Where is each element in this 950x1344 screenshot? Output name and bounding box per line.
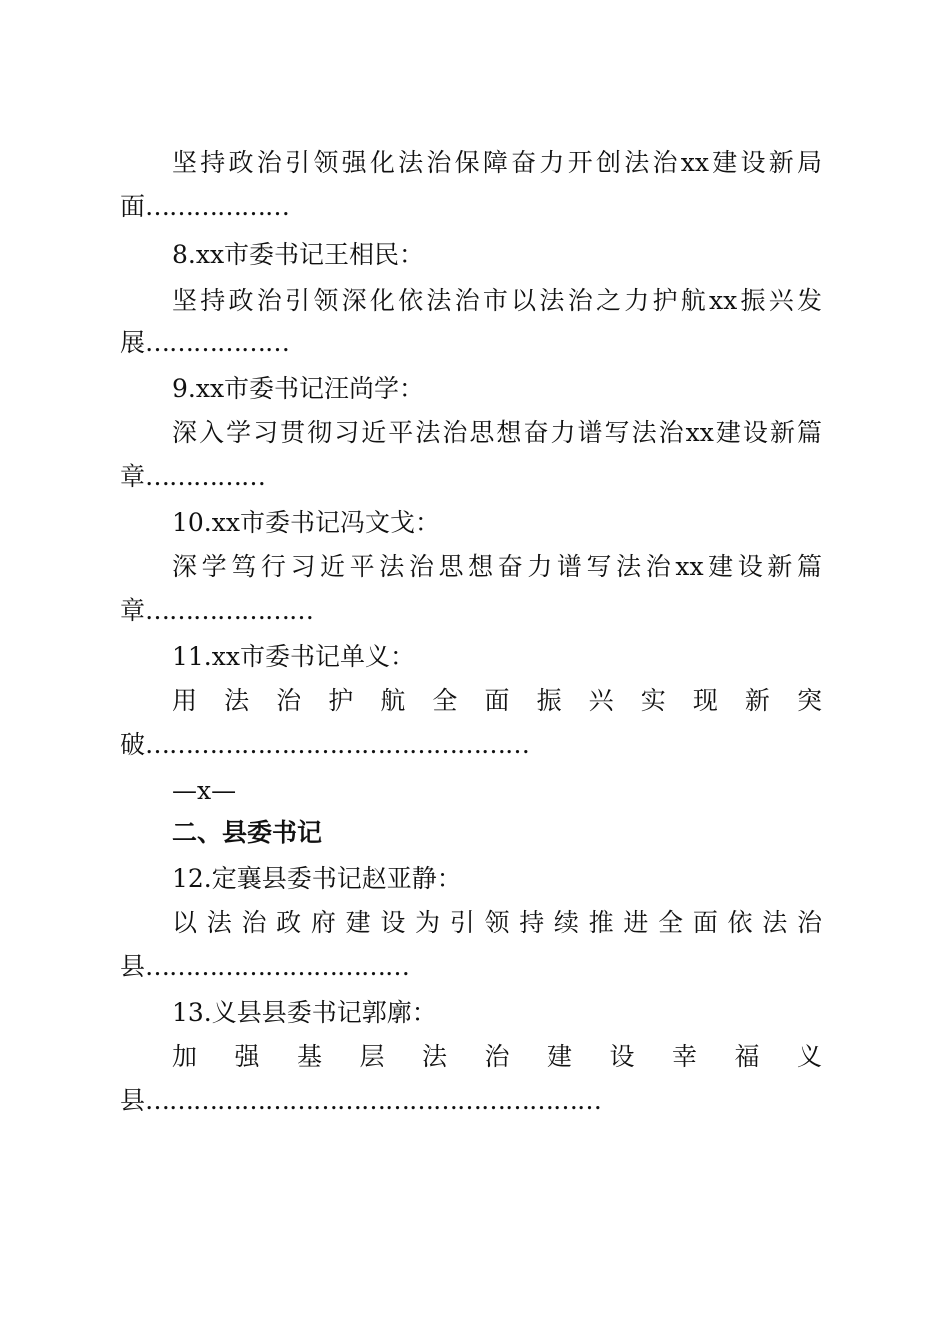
toc-entry-author: 12.定襄县委书记赵亚静： bbox=[172, 864, 462, 893]
toc-entry-title-end: 面 bbox=[120, 192, 146, 221]
section-separator: —x— bbox=[172, 776, 237, 805]
toc-entry-title: 深入学习贯彻习近平法治思想奋力谱写法治xx建设新篇 bbox=[172, 418, 822, 447]
toc-entry-title-continuation bbox=[120, 950, 409, 984]
toc-entry-title-continuation bbox=[120, 594, 313, 628]
toc-entry-title-continuation bbox=[120, 326, 289, 360]
toc-dot-leader: ………………………………………… bbox=[145, 730, 530, 759]
toc-entry-author: 9.xx市委书记汪尚学： bbox=[172, 374, 425, 403]
toc-dot-leader: ……………… bbox=[145, 192, 290, 221]
section-heading: 二、县委书记 bbox=[172, 818, 323, 847]
toc-entry-title-continuation bbox=[120, 460, 265, 494]
toc-entry-title: 以法治政府建设为引领持续推进全面依法治 bbox=[172, 908, 822, 937]
toc-dot-leader: ……………… bbox=[145, 328, 290, 357]
toc-entry-title: 加强基层法治建设幸福义 bbox=[172, 1042, 822, 1071]
toc-entry-author: 8.xx市委书记王相民： bbox=[172, 240, 425, 269]
toc-dot-leader: ………………………………………………… bbox=[145, 1086, 602, 1115]
toc-dot-leader: …………………………… bbox=[145, 952, 410, 981]
toc-entry-title: 坚持政治引领深化依法治市以法治之力护航xx振兴发 bbox=[172, 286, 822, 315]
toc-entry-title: 坚持政治引领强化法治保障奋力开创法治xx建设新局 bbox=[172, 148, 822, 177]
toc-entry-title-continuation bbox=[120, 190, 289, 224]
toc-entry-author: 13.义县县委书记郭廓： bbox=[172, 998, 437, 1027]
toc-entry-title-continuation bbox=[120, 728, 529, 762]
toc-dot-leader: ………………… bbox=[145, 596, 314, 625]
toc-entry-title-end: 县 bbox=[120, 952, 146, 981]
toc-entry-author: 11.xx市委书记单义： bbox=[172, 642, 415, 671]
toc-entry-author: 10.xx市委书记冯文戈： bbox=[172, 508, 440, 537]
toc-dot-leader: …………… bbox=[145, 462, 266, 491]
toc-entry-title-end: 县 bbox=[120, 1086, 146, 1115]
toc-entry-title: 用法治护航全面振兴实现新突 bbox=[172, 686, 822, 715]
toc-entry-title-end: 章 bbox=[120, 462, 146, 491]
toc-entry-title-continuation bbox=[120, 1084, 601, 1118]
toc-entry-title-end: 破 bbox=[120, 730, 146, 759]
toc-entry-title-end: 展 bbox=[120, 328, 146, 357]
toc-entry-title-end: 章 bbox=[120, 596, 146, 625]
toc-entry-title: 深学笃行习近平法治思想奋力谱写法治xx建设新篇 bbox=[172, 552, 822, 581]
